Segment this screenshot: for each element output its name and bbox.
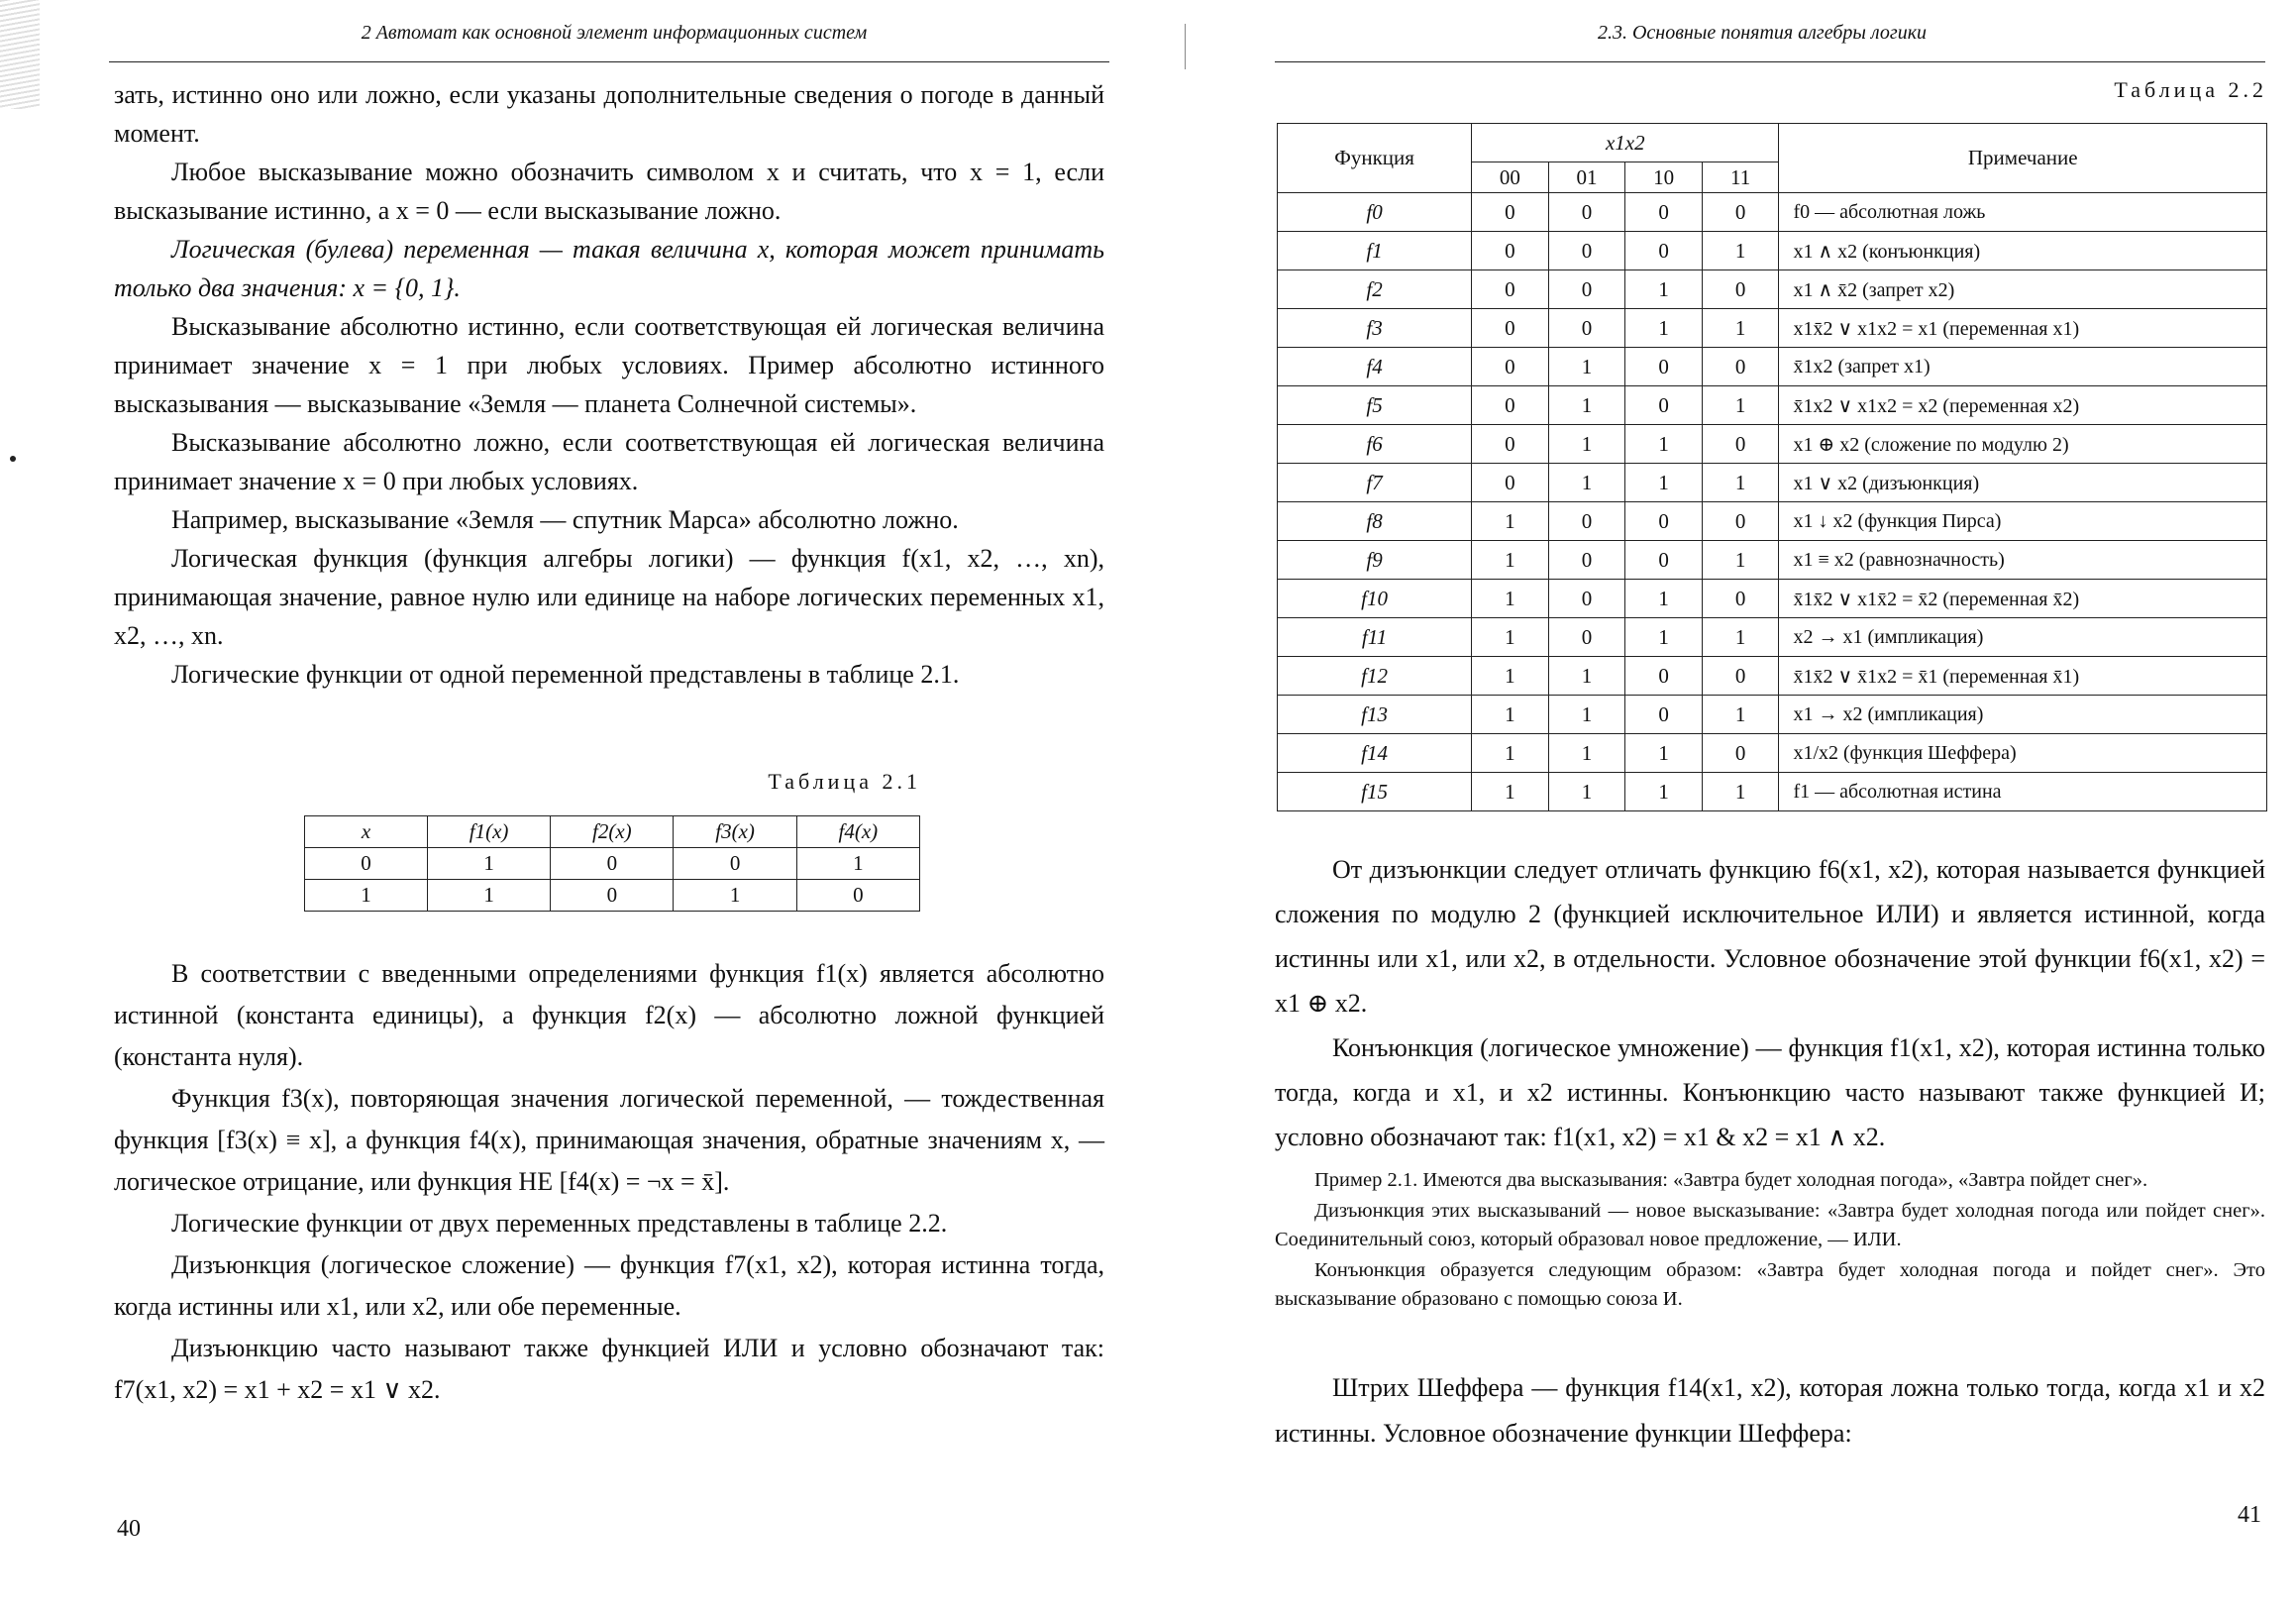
truth-value-cell: 0 <box>1472 425 1549 464</box>
truth-value-cell: 0 <box>1625 502 1703 541</box>
paragraph: Логическая (булева) переменная — такая величина x, которая может принимать только два значения: x = {0, 1}. <box>114 235 1104 302</box>
note-cell: x2 → x1 (импликация) <box>1779 618 2267 657</box>
truth-value-cell: 0 <box>1702 348 1779 386</box>
table-header-cell: f2(x) <box>551 816 674 848</box>
function-cell: f9 <box>1278 541 1472 580</box>
left-text-top <box>114 75 1104 694</box>
page-number-left: 40 <box>117 1516 141 1542</box>
note-cell: x1 ∧ x̄2 (запрет x2) <box>1779 270 2267 309</box>
function-cell: f15 <box>1278 773 1472 811</box>
table-row <box>305 848 920 880</box>
function-cell: f14 <box>1278 734 1472 773</box>
table-header-cell: Функция <box>1278 124 1472 193</box>
truth-value-cell: 1 <box>1702 232 1779 270</box>
truth-value-cell: 0 <box>1625 657 1703 696</box>
truth-value-cell: 0 <box>1548 193 1625 232</box>
truth-value-cell: 0 <box>1472 386 1549 425</box>
function-cell: f4 <box>1278 348 1472 386</box>
paragraph: От дизъюнкции следует отличать функцию f6(x1, x2), которая называется функцией сложения по модулю 2 (функцией исключительное ИЛИ) и является истинной, когда истинны или x1, или x2, в отдельности. Условное обозначение этой функции f6(x1, x2) = x1 ⊕ x2. <box>1275 855 2265 1018</box>
function-cell: f7 <box>1278 464 1472 502</box>
table-row <box>305 880 920 912</box>
truth-value-cell: 1 <box>1702 386 1779 425</box>
paragraph: Логические функции от одной переменной представлены в таблице 2.1. <box>171 660 960 689</box>
truth-value-cell: 1 <box>1702 773 1779 811</box>
paragraph: Дизъюнкция (логическое сложение) — функция f7(x1, x2), которая истинна тогда, когда истинны или x1, или x2, или обе переменные. <box>114 1250 1104 1321</box>
paragraph: Конъюнкция (логическое умножение) — функция f1(x1, x2), которая истинна только тогда, когда и x1, и x2 истинны. Конъюнкцию часто называют также функцией И; условно обозначают так: f1(x1, x2) = x1 & x2 = x1 ∧ x2. <box>1275 1033 2265 1151</box>
paragraph: Любое высказывание можно обозначить символом x и считать, что x = 1, если высказывание истинно, а x = 0 — если высказывание ложно. <box>114 158 1104 225</box>
function-cell: f12 <box>1278 657 1472 696</box>
table-row <box>1278 696 2267 734</box>
table-header-row <box>305 816 920 848</box>
right-page <box>1148 0 2296 1617</box>
table-cell: 1 <box>305 880 428 912</box>
truth-value-cell: 1 <box>1548 425 1625 464</box>
truth-value-cell: 0 <box>1472 464 1549 502</box>
paragraph: Штрих Шеффера — функция f14(x1, x2), которая ложна только тогда, когда x1 и x2 истинны. Условное обозначение функции Шеффера: <box>1275 1373 2266 1448</box>
table-2-2-caption: Таблица 2.2 <box>2114 77 2267 102</box>
table-2-1 <box>304 815 920 912</box>
example-paragraph: Дизъюнкция этих высказываний — новое высказывание: «Завтра будет холодная погода или пойдет снег». Соединительный союз, который образовал новое предложение, — ИЛИ. <box>1275 1200 2265 1250</box>
note-cell: x1 ↓ x2 (функция Пирса) <box>1779 502 2267 541</box>
table-header-cell: f1(x) <box>427 816 550 848</box>
table-header-cell: f3(x) <box>674 816 796 848</box>
table-header-cell: x1x2 <box>1472 124 1779 162</box>
page-number-right: 41 <box>2238 1502 2261 1528</box>
table-row <box>1278 541 2267 580</box>
function-cell: f1 <box>1278 232 1472 270</box>
truth-value-cell: 0 <box>1472 309 1549 348</box>
truth-value-cell: 0 <box>1548 502 1625 541</box>
truth-value-cell: 0 <box>1625 386 1703 425</box>
note-cell: x̄1x2 ∨ x1x2 = x2 (переменная x2) <box>1779 386 2267 425</box>
table-row <box>1278 734 2267 773</box>
paragraph: В соответствии с введенными определениями функция f1(x) является абсолютно истинной (константа единицы), а функция f2(x) — абсолютно ложной функцией (константа нуля). <box>114 959 1104 1071</box>
paragraph: Например, высказывание «Земля — спутник Марса» абсолютно ложно. <box>171 505 959 534</box>
function-cell: f0 <box>1278 193 1472 232</box>
truth-value-cell: 0 <box>1702 734 1779 773</box>
truth-value-cell: 0 <box>1702 580 1779 618</box>
note-cell: f0 — абсолютная ложь <box>1779 193 2267 232</box>
table-row <box>1278 232 2267 270</box>
note-cell: x̄1x2 (запрет x1) <box>1779 348 2267 386</box>
truth-value-cell: 1 <box>1472 618 1549 657</box>
note-cell: x1x̄2 ∨ x1x2 = x1 (переменная x1) <box>1779 309 2267 348</box>
table-row <box>1278 580 2267 618</box>
table-2-2 <box>1277 123 2267 811</box>
table-row <box>1278 502 2267 541</box>
truth-value-cell: 1 <box>1625 309 1703 348</box>
truth-value-cell: 1 <box>1472 773 1549 811</box>
table-header-row <box>1278 124 2267 162</box>
paragraph: Логическая функция (функция алгебры логики) — функция f(x1, x2, …, xn), принимающая значение, равное нулю или единице на наборе логических переменных x1, x2, …, xn. <box>114 544 1104 650</box>
table-header-cell: Примечание <box>1779 124 2267 193</box>
table-cell: 0 <box>674 848 796 880</box>
function-cell: f8 <box>1278 502 1472 541</box>
left-head-rule <box>109 61 1109 62</box>
truth-value-cell: 0 <box>1472 348 1549 386</box>
function-cell: f13 <box>1278 696 1472 734</box>
truth-value-cell: 1 <box>1472 657 1549 696</box>
truth-value-cell: 0 <box>1625 541 1703 580</box>
table-2-2-body <box>1278 193 2267 811</box>
truth-value-cell: 0 <box>1548 270 1625 309</box>
paragraph: Логические функции от двух переменных представлены в таблице 2.2. <box>171 1209 948 1238</box>
note-cell: x1 ∨ x2 (дизъюнкция) <box>1779 464 2267 502</box>
truth-value-cell: 1 <box>1625 773 1703 811</box>
note-cell: x1 ⊕ x2 (сложение по модулю 2) <box>1779 425 2267 464</box>
paragraph: Функция f3(x), повторяющая значения логической переменной, — тождественная функция [f3(x) ≡ x], а функция f4(x), принимающая значения, обратные значениям x, — логическое отрицание, или функция НЕ [f4(x) = ¬x = x̄]. <box>114 1084 1104 1196</box>
truth-value-cell: 1 <box>1548 657 1625 696</box>
function-cell: f5 <box>1278 386 1472 425</box>
table-row <box>1278 425 2267 464</box>
table-cell: 1 <box>796 848 919 880</box>
note-cell: f1 — абсолютная истина <box>1779 773 2267 811</box>
table-row <box>1278 348 2267 386</box>
truth-value-cell: 0 <box>1472 232 1549 270</box>
truth-value-cell: 0 <box>1625 348 1703 386</box>
truth-value-cell: 0 <box>1548 232 1625 270</box>
example-2-1 <box>1275 1166 2265 1316</box>
function-cell: f2 <box>1278 270 1472 309</box>
table-cell: 0 <box>551 880 674 912</box>
table-header-cell: 11 <box>1702 162 1779 193</box>
paragraph: Дизъюнкцию часто называют также функцией ИЛИ и условно обозначают так: f7(x1, x2) = x1 + x2 = x1 ∨ x2. <box>114 1334 1104 1404</box>
truth-value-cell: 0 <box>1702 502 1779 541</box>
paragraph: Высказывание абсолютно ложно, если соответствующая ей логическая величина принимает значение x = 0 при любых условиях. <box>114 428 1104 495</box>
truth-value-cell: 1 <box>1472 580 1549 618</box>
truth-value-cell: 0 <box>1702 270 1779 309</box>
table-header-cell: 01 <box>1548 162 1625 193</box>
table-row <box>1278 464 2267 502</box>
left-running-head: 2 Автомат как основной элемент информационных систем <box>361 22 868 44</box>
table-row <box>1278 309 2267 348</box>
table-row <box>1278 657 2267 696</box>
table-cell: 0 <box>551 848 674 880</box>
function-cell: f11 <box>1278 618 1472 657</box>
note-cell: x̄1x̄2 ∨ x1x̄2 = x̄2 (переменная x̄2) <box>1779 580 2267 618</box>
truth-value-cell: 0 <box>1548 541 1625 580</box>
example-paragraph: Пример 2.1. Имеются два высказывания: «Завтра будет холодная погода», «Завтра пойдет снег». <box>1314 1169 2148 1191</box>
truth-value-cell: 1 <box>1625 464 1703 502</box>
truth-value-cell: 0 <box>1625 193 1703 232</box>
table-cell: 1 <box>427 880 550 912</box>
truth-value-cell: 1 <box>1625 580 1703 618</box>
table-header-cell: 10 <box>1625 162 1703 193</box>
paragraph: Высказывание абсолютно истинно, если соответствующая ей логическая величина принимает значение x = 1 при любых условиях. Пример абсолютно истинного высказывания — высказывание «Земля — планета Солнечной системы». <box>114 312 1104 418</box>
truth-value-cell: 1 <box>1472 541 1549 580</box>
note-cell: x1/x2 (функция Шеффера) <box>1779 734 2267 773</box>
right-head-rule <box>1275 61 2265 62</box>
table-row <box>1278 270 2267 309</box>
truth-value-cell: 0 <box>1548 580 1625 618</box>
truth-value-cell: 1 <box>1702 696 1779 734</box>
truth-value-cell: 1 <box>1472 696 1549 734</box>
truth-value-cell: 1 <box>1702 464 1779 502</box>
function-cell: f6 <box>1278 425 1472 464</box>
table-2-1-caption: Таблица 2.1 <box>768 769 921 794</box>
truth-value-cell: 1 <box>1625 734 1703 773</box>
paragraph: зать, истинно оно или ложно, если указаны дополнительные сведения о погоде в данный момент. <box>114 80 1104 148</box>
truth-value-cell: 1 <box>1548 696 1625 734</box>
truth-value-cell: 0 <box>1548 618 1625 657</box>
function-cell: f10 <box>1278 580 1472 618</box>
table-row <box>1278 618 2267 657</box>
table-row <box>1278 386 2267 425</box>
truth-value-cell: 1 <box>1472 734 1549 773</box>
truth-value-cell: 0 <box>1625 232 1703 270</box>
truth-value-cell: 1 <box>1548 734 1625 773</box>
left-text-bottom <box>114 953 1104 1411</box>
truth-value-cell: 1 <box>1548 386 1625 425</box>
table-row <box>1278 773 2267 811</box>
function-cell: f3 <box>1278 309 1472 348</box>
right-text <box>1275 847 2265 1159</box>
truth-value-cell: 1 <box>1702 309 1779 348</box>
truth-value-cell: 0 <box>1472 270 1549 309</box>
table-cell: 1 <box>427 848 550 880</box>
truth-value-cell: 1 <box>1472 502 1549 541</box>
truth-value-cell: 1 <box>1702 541 1779 580</box>
table-header-cell: x <box>305 816 428 848</box>
truth-value-cell: 0 <box>1702 657 1779 696</box>
table-cell: 1 <box>674 880 796 912</box>
truth-value-cell: 1 <box>1625 425 1703 464</box>
truth-value-cell: 0 <box>1702 425 1779 464</box>
truth-value-cell: 1 <box>1548 464 1625 502</box>
right-text-bottom <box>1275 1365 2265 1456</box>
truth-value-cell: 0 <box>1548 309 1625 348</box>
note-cell: x1 → x2 (импликация) <box>1779 696 2267 734</box>
table-header-cell: 00 <box>1472 162 1549 193</box>
truth-value-cell: 1 <box>1548 348 1625 386</box>
table-cell: 0 <box>305 848 428 880</box>
note-cell: x1 ∧ x2 (конъюнкция) <box>1779 232 2267 270</box>
right-running-head: 2.3. Основные понятия алгебры логики <box>1597 22 1928 44</box>
note-cell: x1 ≡ x2 (равнозначность) <box>1779 541 2267 580</box>
truth-value-cell: 1 <box>1625 618 1703 657</box>
truth-value-cell: 1 <box>1625 270 1703 309</box>
truth-value-cell: 0 <box>1472 193 1549 232</box>
truth-value-cell: 0 <box>1702 193 1779 232</box>
note-cell: x̄1x̄2 ∨ x̄1x2 = x̄1 (переменная x̄1) <box>1779 657 2267 696</box>
table-row <box>1278 193 2267 232</box>
truth-value-cell: 0 <box>1625 696 1703 734</box>
table-header-cell: f4(x) <box>796 816 919 848</box>
truth-value-cell: 1 <box>1702 618 1779 657</box>
example-paragraph: Конъюнкция образуется следующим образом: «Завтра будет холодная погода и пойдет снег». Это высказывание образовано с помощью союза И. <box>1275 1259 2265 1310</box>
table-cell: 0 <box>796 880 919 912</box>
truth-value-cell: 1 <box>1548 773 1625 811</box>
